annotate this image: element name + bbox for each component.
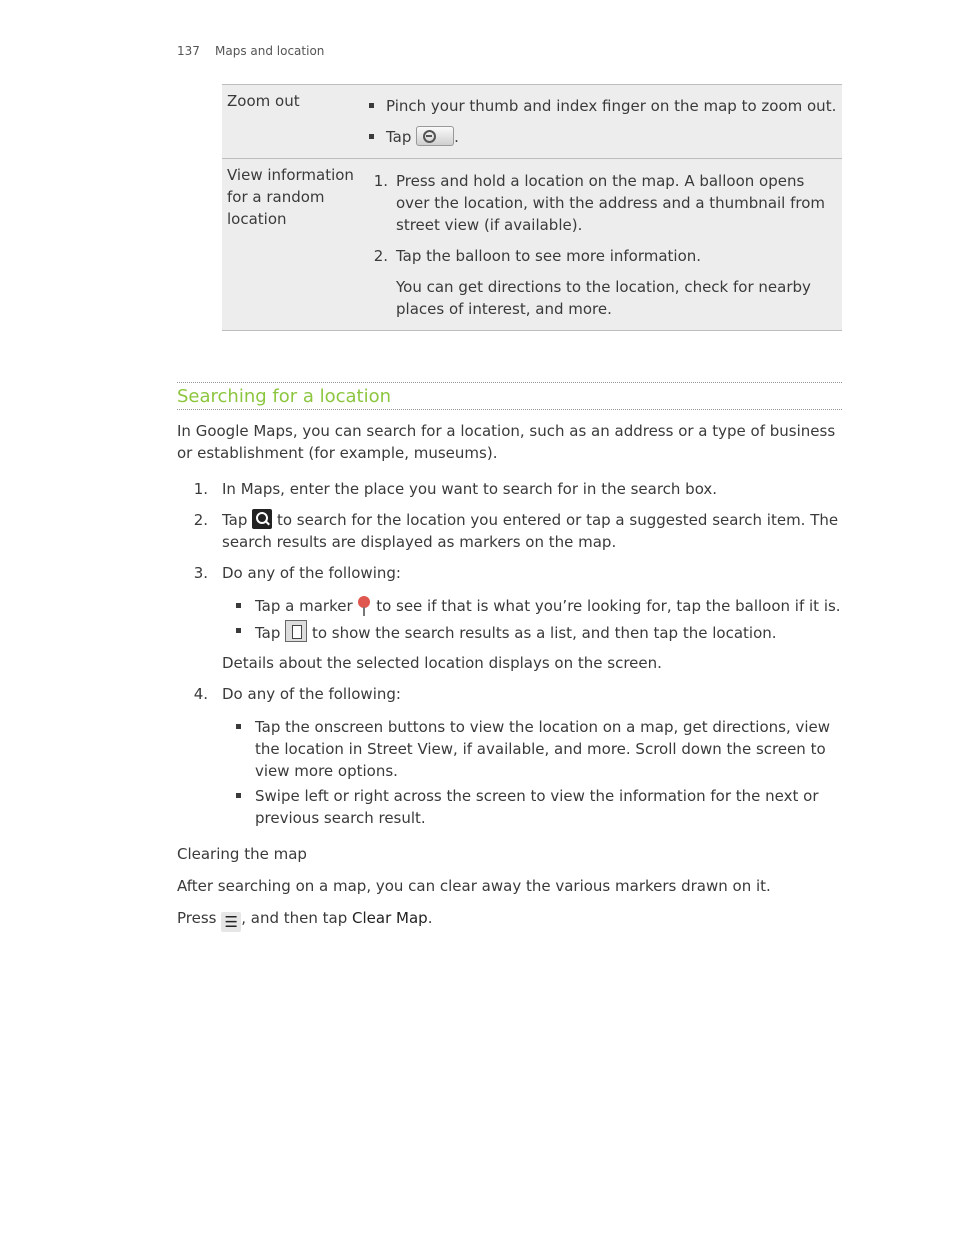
list-item: 3. Do any of the following:	[193, 564, 401, 582]
subsection-title: Clearing the map	[177, 845, 307, 863]
table-row	[222, 85, 842, 158]
search-icon	[252, 509, 272, 529]
section-title: Searching for a location	[177, 382, 842, 410]
list-item: 1. Press and hold a location on the map. A balloon opens over the location, with the address and a thumbnail from street view (if available).	[373, 172, 826, 234]
row-label: Zoom out	[227, 92, 300, 110]
zoom-out-icon	[416, 126, 454, 146]
list-icon	[285, 620, 307, 642]
search-section	[177, 382, 842, 932]
row-label: View information for a random location	[227, 166, 354, 228]
page-header	[177, 44, 324, 58]
clear-map-label: Clear Map	[352, 909, 428, 927]
marker-icon	[357, 596, 371, 616]
step-note: You can get directions to the location, check for nearby places of interest, and more.	[396, 278, 811, 318]
clearing-instruction: Press ☰ , and then tap Clear Map.	[177, 909, 433, 931]
list-item: 1. In Maps, enter the place you want to search for in the search box.	[193, 480, 718, 498]
sub-list	[197, 716, 842, 829]
list-item: Pinch your thumb and index finger on the map to zoom out.	[366, 95, 838, 117]
row-content	[362, 85, 842, 158]
instruction-table	[222, 84, 842, 331]
row-content	[362, 159, 842, 330]
list-item: 2. Tap to search for the location you entered or tap a suggested search item. The search results are displayed as markers on the map.	[193, 511, 839, 551]
list-item: 2. Tap the balloon to see more information.	[373, 247, 702, 265]
list-item: Tap the onscreen buttons to view the location on a map, get directions, view the location in Street View, if available, and more. Scroll down the screen to view more options.	[233, 716, 842, 782]
list-item: Tap a marker to see if that is what you’re looking for, tap the balloon if it is.	[233, 595, 842, 617]
list-item: 4. Do any of the following:	[193, 685, 401, 703]
list-item: Tap to show the search results as a list, and then tap the location.	[233, 620, 842, 644]
sub-list	[197, 595, 842, 644]
menu-icon: ☰	[221, 912, 241, 932]
list-item: Swipe left or right across the screen to view the information for the next or previous search result.	[233, 785, 842, 829]
step-note: Details about the selected location displays on the screen.	[222, 654, 662, 672]
list-item: Tap .	[366, 126, 838, 148]
section-intro: In Google Maps, you can search for a location, such as an address or a type of business or establishment (for example, museums).	[177, 422, 836, 462]
page-number: 137	[177, 44, 200, 58]
steps-list	[177, 478, 842, 829]
header-section: Maps and location	[215, 44, 325, 58]
clearing-text: After searching on a map, you can clear away the various markers drawn on it.	[177, 877, 771, 895]
table-row	[222, 158, 842, 330]
